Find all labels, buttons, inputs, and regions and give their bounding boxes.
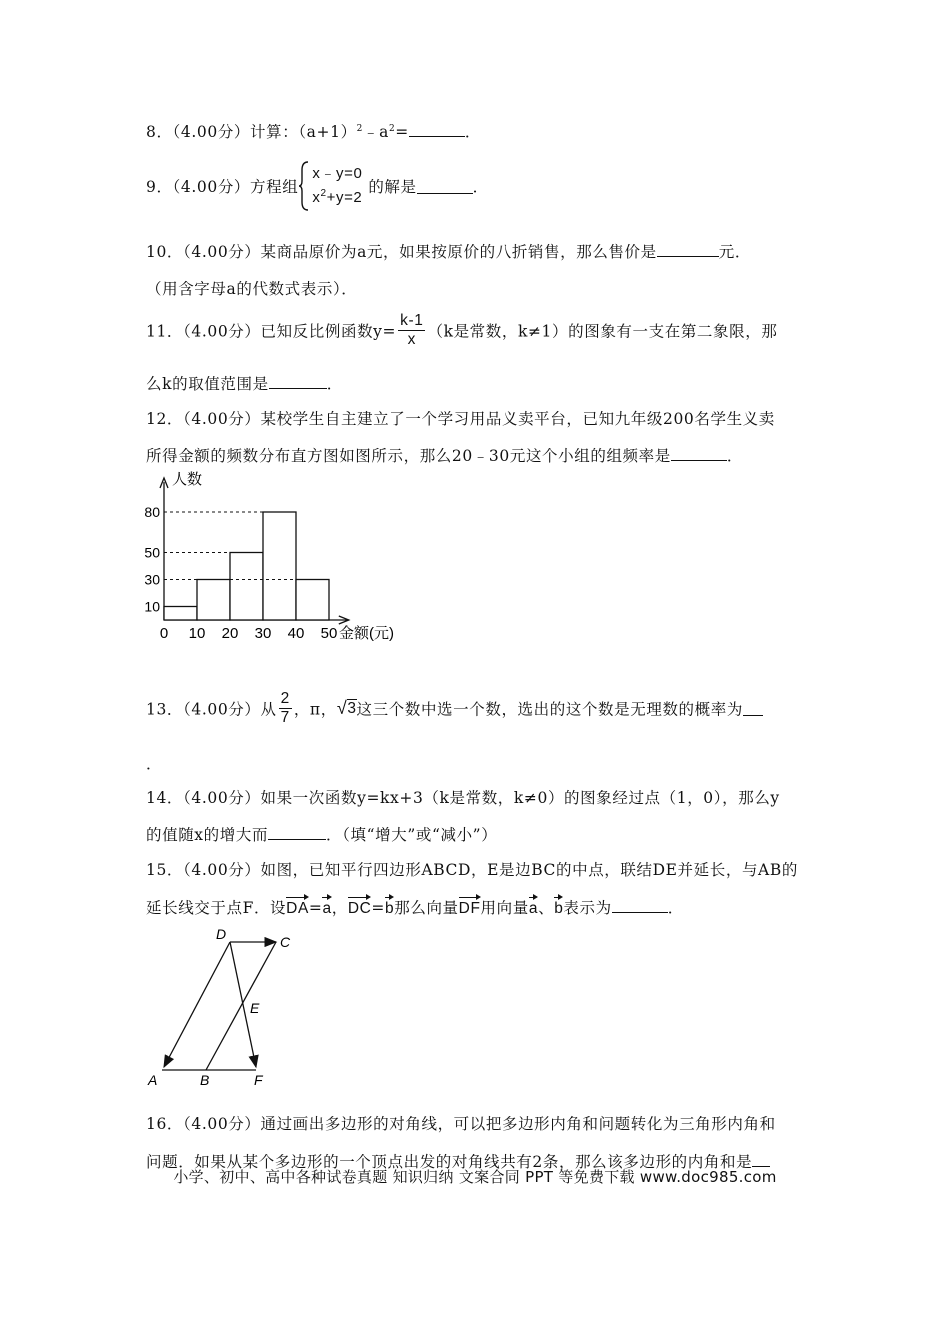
question-11-line-1: 11．（4.00分）已知反比例函数y= $\frac{k-1}{x}$ （k是常数，k≠1）的图象有一支在第二象限，那 [146,312,778,348]
histogram-bar [230,553,263,621]
page-footer: 小学、初中、高中各种试卷真题 知识归纳 文案合同 PPT 等免费下载 www.doc985.com [173,1168,777,1186]
x-tick-label: 10 [188,625,206,642]
parallelogram-figure [140,925,320,1085]
question-10-line-1: 10．（4.00分）某商品原价为a元，如果按原价的八折销售，那么售价是 元． [146,243,751,261]
label-C: C [280,934,291,950]
label-D: D [216,926,227,942]
y-axis-label: 人数 [172,471,203,488]
y-tick-label: 30 [144,571,160,588]
answer-blank[interactable] [743,701,763,716]
y-tick-label: 80 [144,504,160,520]
vector-a: a [528,900,539,917]
question-14-line-2: 的值随x的增大而 ．（填“增大”或“减小”） [146,826,498,844]
answer-blank[interactable] [657,242,719,257]
answer-blank[interactable] [269,374,327,389]
question-12-line-1: 12．（4.00分）某校学生自主建立了一个学习用品义卖平台，已知九年级200名学生义卖 [146,410,775,428]
histogram-bar [197,580,230,621]
answer-blank[interactable] [417,179,473,194]
question-14-line-1: 14．（4.00分）如果一次函数y=kx+3（k是常数，k≠0）的图象经过点（1，0），那么y [146,789,780,807]
question-16-line-2: 问题．如果从某个多边形的一个顶点出发的对角线共有2条，那么该多边形的内角和是 [146,1150,770,1172]
equation-system: x﹣y=0 $x^2+y=2$ [298,160,368,212]
question-11-line-2: 么k的取值范围是 ． [146,375,343,393]
fraction: $\frac{2}{7}$ [280,690,290,726]
question-10-line-2: （用含字母a的代数式表示）． [146,280,358,298]
x-tick-label: 0 [159,625,169,642]
answer-blank[interactable] [752,1152,770,1167]
question-13-line-2: ． [146,755,163,773]
fraction: $\frac{k-1}{x}$ [400,312,424,348]
x-tick-label: 40 [287,625,305,642]
label-B: B [200,1072,210,1085]
question-15-line-1: 15．（4.00分）如图，已知平行四边形ABCD，E是边BC的中点，联结DE并延长，与AB的 [146,861,798,879]
vector-a: a [322,900,332,917]
segment-CB [206,942,276,1070]
answer-blank[interactable] [409,122,465,137]
question-16-line-1: 16．（4.00分）通过画出多边形的对角线，可以把多边形内角和问题转化为三角形内角和 [146,1115,776,1133]
histogram-bar [164,607,197,621]
vector-b: b [554,900,564,917]
label-E: E [250,1000,260,1016]
histogram-chart [140,470,400,650]
vector-DA: DA [286,900,309,917]
question-9: 9．（4.00分）方程组 x﹣y=0 $x^2+y=2$ 的解是 ． [146,160,489,212]
segment-DA [164,942,230,1067]
x-tick-label: 30 [254,625,272,642]
vector-DC: DC [347,900,372,917]
vector-DF: DF [458,900,481,917]
brace-icon [298,160,310,212]
answer-blank[interactable] [612,898,668,913]
label-F: F [254,1072,263,1085]
label-A: A [148,1072,158,1085]
question-13-line-1: 13．（4.00分）从 $\frac{2}{7}$ ，π，√3这三个数中选一个数，选出的这个数是无理数的概率为 [146,690,763,727]
histogram-bar [263,512,296,620]
question-15-line-2: 延长线交于点F．设DA=a，DC=b那么向量DF用向量a、b表示为 ． [146,899,684,917]
vector-b: b [385,900,395,917]
question-8: 8．（4.00分）计算：$(a+1)^2﹣a^2=$ ． [146,123,481,141]
question-12-line-2: 所得金额的频数分布直方图如图所示，那么20﹣30元这个小组的组频率是 ． [146,447,743,465]
x-tick-label: 20 [221,625,239,642]
answer-blank[interactable] [671,446,727,461]
y-tick-label: 50 [144,544,160,561]
histogram-bar [296,580,329,621]
y-tick-label: 10 [144,598,160,615]
x-tick-label: 50 [320,625,338,642]
sqrt-symbol: √ [336,698,348,718]
answer-blank[interactable] [268,825,326,840]
x-axis-label: 金额(元) [339,625,394,642]
